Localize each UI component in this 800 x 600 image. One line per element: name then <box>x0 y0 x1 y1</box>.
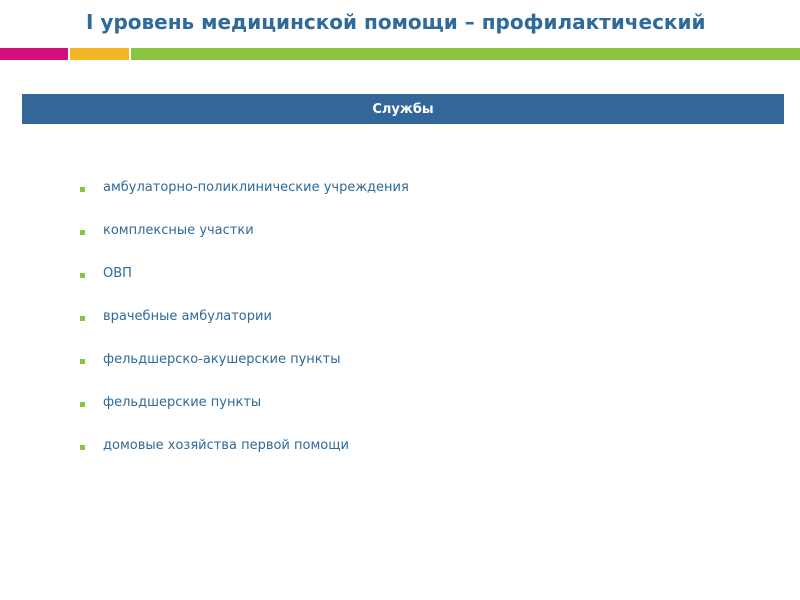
section-header <box>22 94 784 124</box>
bullet-square-icon <box>80 402 85 407</box>
accent-bar-magenta <box>0 48 68 60</box>
bullet-square-icon <box>80 316 85 321</box>
list-item-text: амбулаторно-поликлинические учреждения <box>103 180 409 195</box>
accent-bar-green <box>131 48 800 60</box>
list-item-text: домовые хозяйства первой помощи <box>103 438 349 453</box>
section-header-label: Службы <box>372 101 434 117</box>
list-item <box>80 309 409 352</box>
list-item-text: комплексные участки <box>103 223 254 238</box>
list-item-text: фельдшерские пункты <box>103 395 262 410</box>
bullet-square-icon <box>80 230 85 235</box>
services-list <box>80 180 409 481</box>
list-item <box>80 395 409 438</box>
list-item <box>80 180 409 223</box>
list-item <box>80 223 409 266</box>
bullet-square-icon <box>80 359 85 364</box>
list-item <box>80 266 409 309</box>
bullet-square-icon <box>80 273 85 278</box>
bullet-square-icon <box>80 187 85 192</box>
list-item <box>80 438 409 481</box>
list-item-text: врачебные амбулатории <box>103 309 272 324</box>
accent-bar-yellow <box>70 48 129 60</box>
slide-title: I уровень медицинской помощи – профилактический <box>86 10 706 34</box>
list-item <box>80 352 409 395</box>
list-item-text: фельдшерско-акушерские пункты <box>103 352 341 367</box>
list-item-text: ОВП <box>103 266 132 281</box>
bullet-square-icon <box>80 445 85 450</box>
